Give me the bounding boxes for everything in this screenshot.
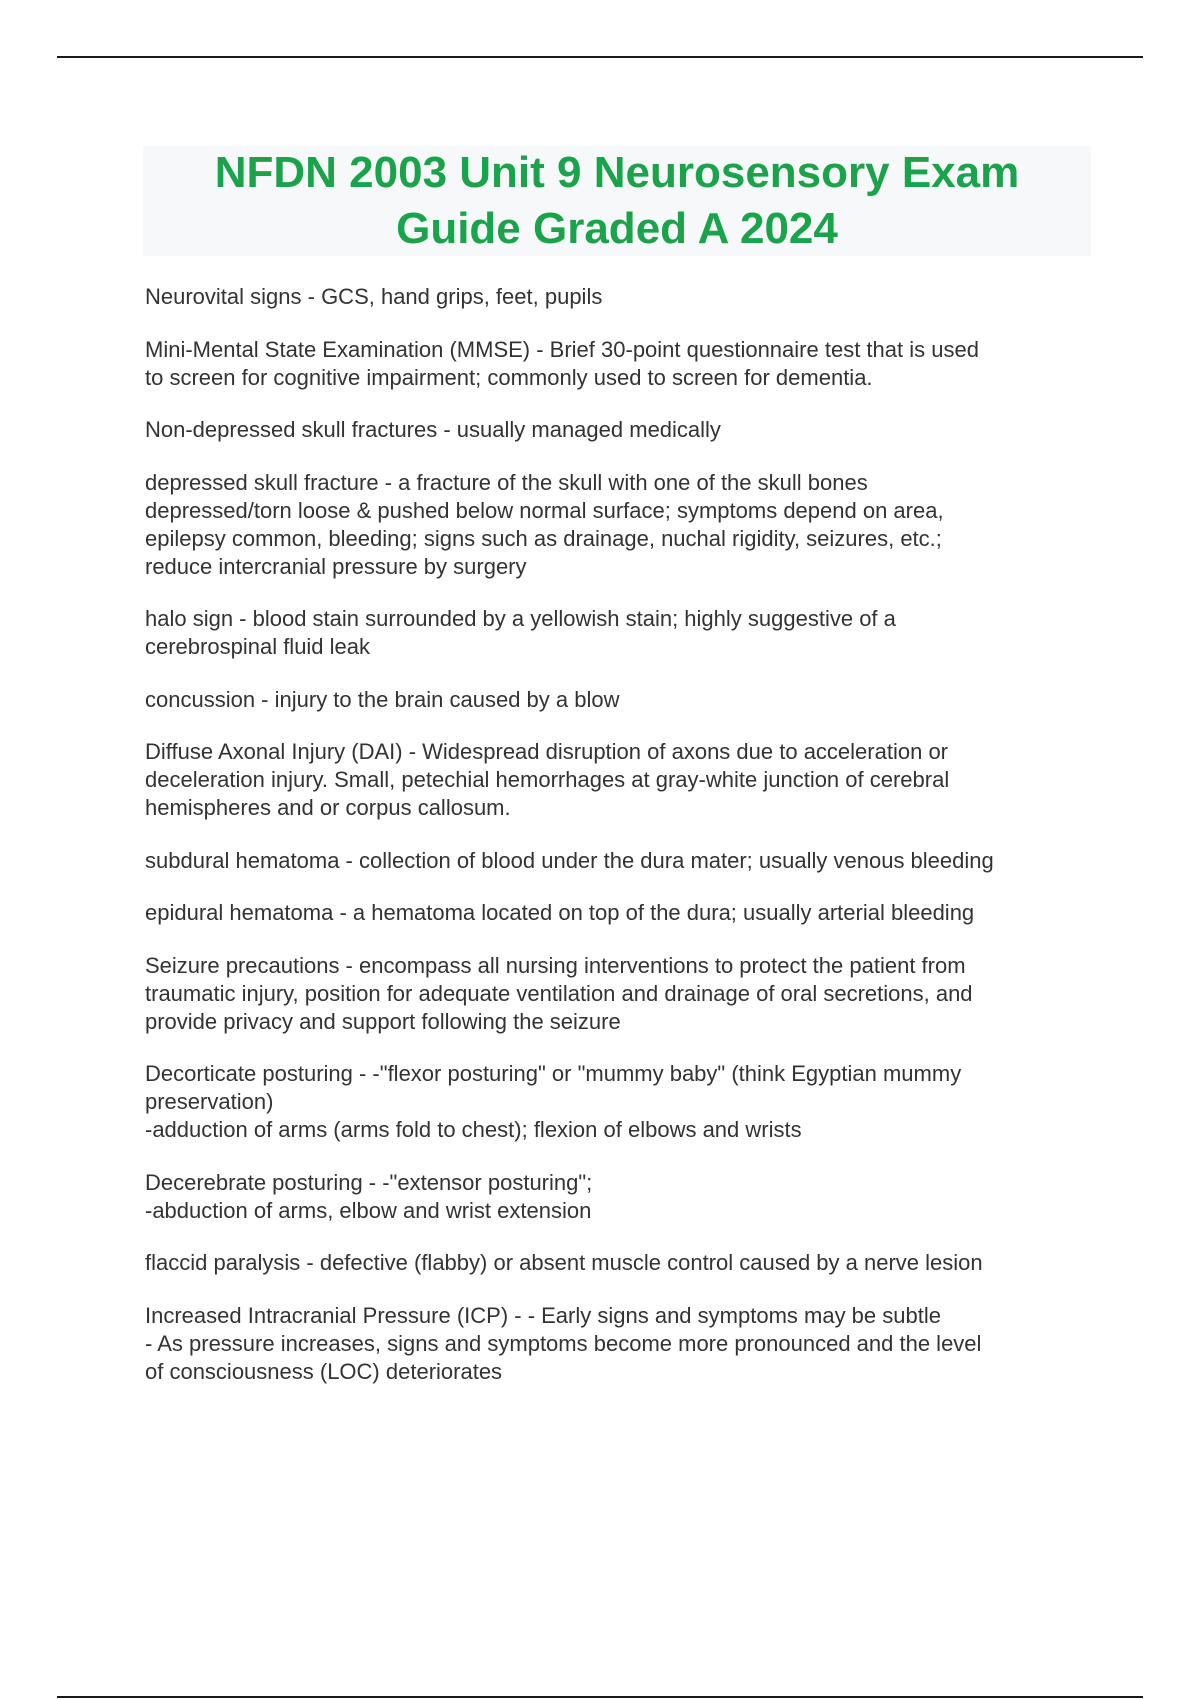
list-item [145,1169,1085,1225]
entry-line: Decerebrate posturing - -"extensor posturing"; [145,1169,593,1195]
entry-line: Diffuse Axonal Injury (DAI) - Widespread disruption of axons due to acceleration or [145,739,948,764]
entry-line: concussion - injury to the brain caused by a blow [145,686,620,712]
entry-line: preservation) [145,1089,274,1114]
list-item [145,416,1085,444]
page-title [215,145,1020,257]
list-item [145,605,1085,661]
title-line-2: Guide Graded A 2024 [396,204,838,253]
entry-line: Non-depressed skull fractures - usually managed medically [145,417,721,442]
entry-line: epidural hematoma - a hematoma located on top of the dura; usually arterial bleeding [145,900,975,925]
entry-line: - As pressure increases, signs and symptoms become more pronounced and the level [145,1330,982,1356]
entry-line: of consciousness (LOC) deteriorates [145,1358,503,1384]
entry-line: epilepsy common, bleeding; signs such as drainage, nuchal rigidity, seizures, etc.; [145,525,942,551]
entry-line: Seizure precautions - encompass all nursing interventions to protect the patient from [145,952,966,978]
entry-line: flaccid paralysis - defective (flabby) or absent muscle control caused by a nerve lesion [145,1250,983,1275]
entry-line: depressed/torn loose & pushed below normal surface; symptoms depend on area, [145,497,944,523]
entry-line: Mini-Mental State Examination (MMSE) - Brief 30-point questionnaire test that is used [145,336,979,362]
entry-line: hemispheres and or corpus callosum. [145,795,511,820]
title-line-1: NFDN 2003 Unit 9 Neurosensory Exam [214,148,1020,197]
list-item [145,899,1085,927]
list-item [145,1249,1085,1277]
entry-line: Neurovital signs - GCS, hand grips, feet, pupils [145,284,603,309]
list-item [145,283,1085,311]
entry-line: Increased Intracranial Pressure (ICP) - - Early signs and symptoms may be subtle [145,1302,941,1328]
entry-line: traumatic injury, position for adequate ventilation and drainage of oral secretions, and [145,980,973,1006]
entry-line: subdural hematoma - collection of blood under the dura mater; usually venous bleeding [145,847,994,873]
title-banner [143,146,1091,256]
entry-line: deceleration injury. Small, petechial hemorrhages at gray-white junction of cerebral [145,767,950,792]
entry-line: -abduction of arms, elbow and wrist extension [145,1197,592,1223]
list-item [145,738,1085,822]
list-item [145,952,1085,1036]
entry-line: provide privacy and support following the seizure [145,1008,621,1034]
list-item [145,1302,1085,1386]
top-rule [57,56,1143,58]
list-item [145,1060,1085,1144]
list-item [145,686,1085,714]
entry-line: to screen for cognitive impairment; commonly used to screen for dementia. [145,364,873,390]
list-item [145,847,1085,875]
list-item [145,336,1085,392]
bottom-rule [57,1696,1143,1698]
entry-line: depressed skull fracture - a fracture of the skull with one of the skull bones [145,469,868,495]
entry-line: -adduction of arms (arms fold to chest); flexion of elbows and wrists [145,1117,802,1142]
list-item [145,469,1085,581]
entry-line: cerebrospinal fluid leak [145,634,371,659]
entry-line: Decorticate posturing - -"flexor posturing" or "mummy baby" (think Egyptian mummy [145,1061,962,1086]
entry-line: reduce intercranial pressure by surgery [145,553,527,579]
term-definition-list [145,283,1085,1410]
entry-line: halo sign - blood stain surrounded by a yellowish stain; highly suggestive of a [145,606,896,631]
